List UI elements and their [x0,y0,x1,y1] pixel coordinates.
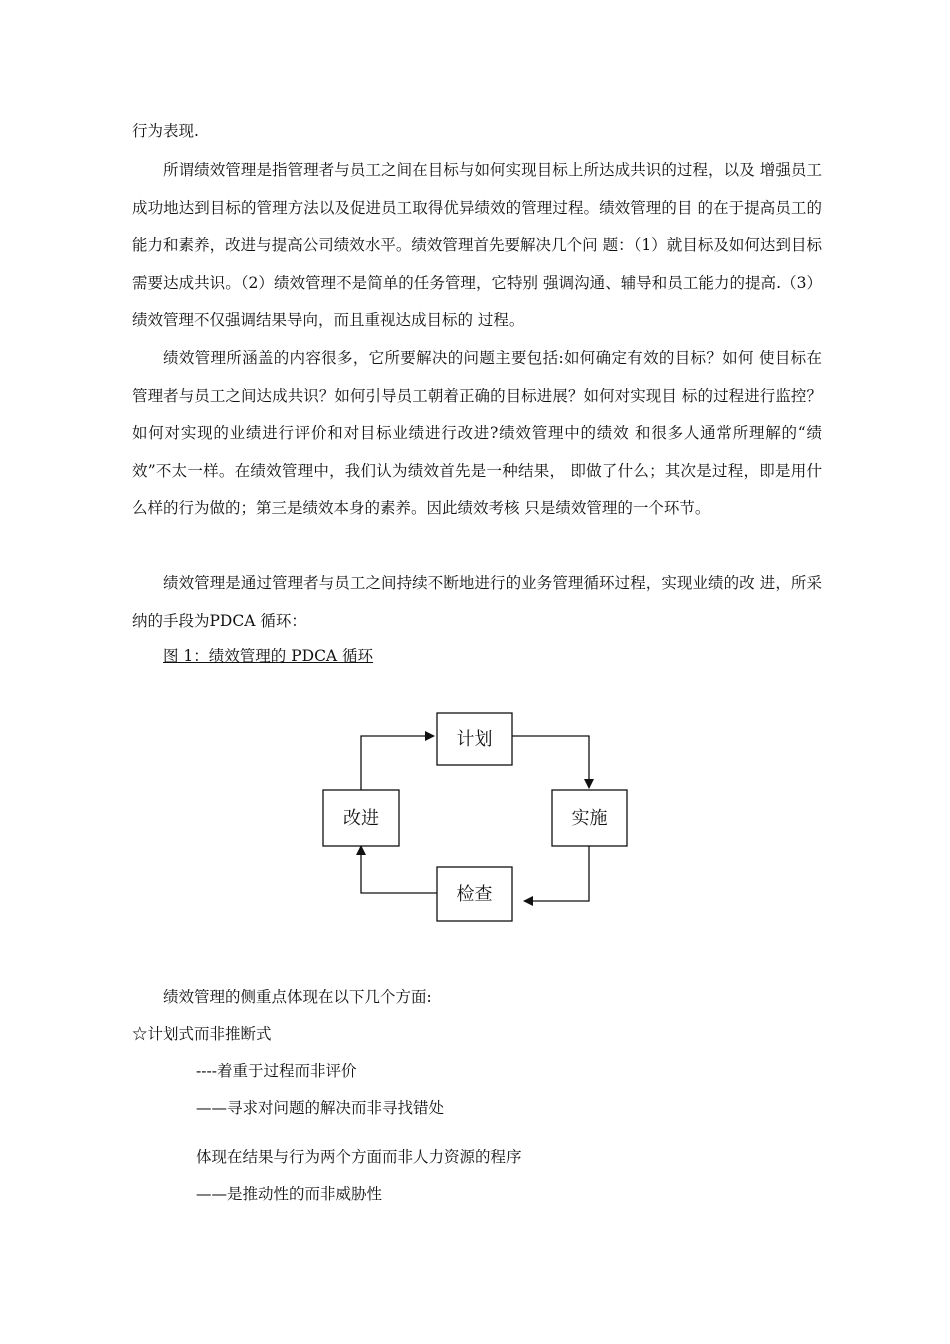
arrow-do-to-check [524,846,589,901]
paragraph-0: 行为表现. [132,122,199,140]
arrow-plan-to-do [512,736,589,788]
focus-item: ——是推动性的而非威胁性 [196,1185,383,1203]
paragraph-3: 绩效管理是通过管理者与员工之间持续不断地进行的业务管理循环过程，实现业绩的改 进，所采纳的手段为PDCA 循环： [132,574,822,630]
pdca-cycle-diagram [310,700,650,940]
arrow-act-to-plan [361,736,434,790]
paragraph-1: 所谓绩效管理是指管理者与员工之间在目标与如何实现目标上所达成共识的过程，以及 增强员工成功地达到目标的管理方法以及促进员工取得优异绩效的管理过程。绩效管理的目 的在于提高员工的能力和素养，改进与提高公司绩效水平。绩效管理首先要解决几个问 题：（1）就目标及如何达到目标需要达成共识。（2）绩效管理不是简单的任务管理，它特别 强调沟通、辅导和员工能力的提高.（3）绩效管理不仅强调结果导向，而且重视达成目标的 过程。 [132,161,822,329]
focus-item: 体现在结果与行为两个方面而非人力资源的程序 [196,1148,522,1166]
paragraph-2: 绩效管理所涵盖的内容很多，它所要解决的问题主要包括:如何确定有效的目标？如何 使目标在管理者与员工之间达成共识？如何引导员工朝着正确的目标进展？如何对实现目 标的过程进行监控？如何对实现的业绩进行评价和对目标业绩进行改进?绩效管理中的绩效 和很多人通常所理解的“绩效”不太一样。在绩效管理中，我们认为绩效首先是一种结果， 即做了什么；其次是过程，即是用什么样的行为做的；第三是绩效本身的素养。因此绩效考核 只是绩效管理的一个环节。 [132,349,822,517]
arrow-check-to-act [361,846,437,893]
focus-heading: ☆计划式而非推断式 [132,1025,272,1043]
do-label: 实施 [571,808,608,829]
focus-item: ----着重于过程而非评价 [196,1062,357,1080]
plan-box [437,713,512,765]
do-box [552,790,627,846]
figure-caption: 图 1：绩效管理的 PDCA 循环 [163,647,374,665]
plan-label: 计划 [456,729,493,750]
focus-intro: 绩效管理的侧重点体现在以下几个方面: [163,988,432,1006]
act-label: 改进 [343,808,379,829]
focus-item: ——寻求对问题的解决而非寻找错处 [196,1099,445,1117]
check-box [437,867,512,921]
act-box [323,790,399,846]
check-label: 检查 [456,884,493,905]
